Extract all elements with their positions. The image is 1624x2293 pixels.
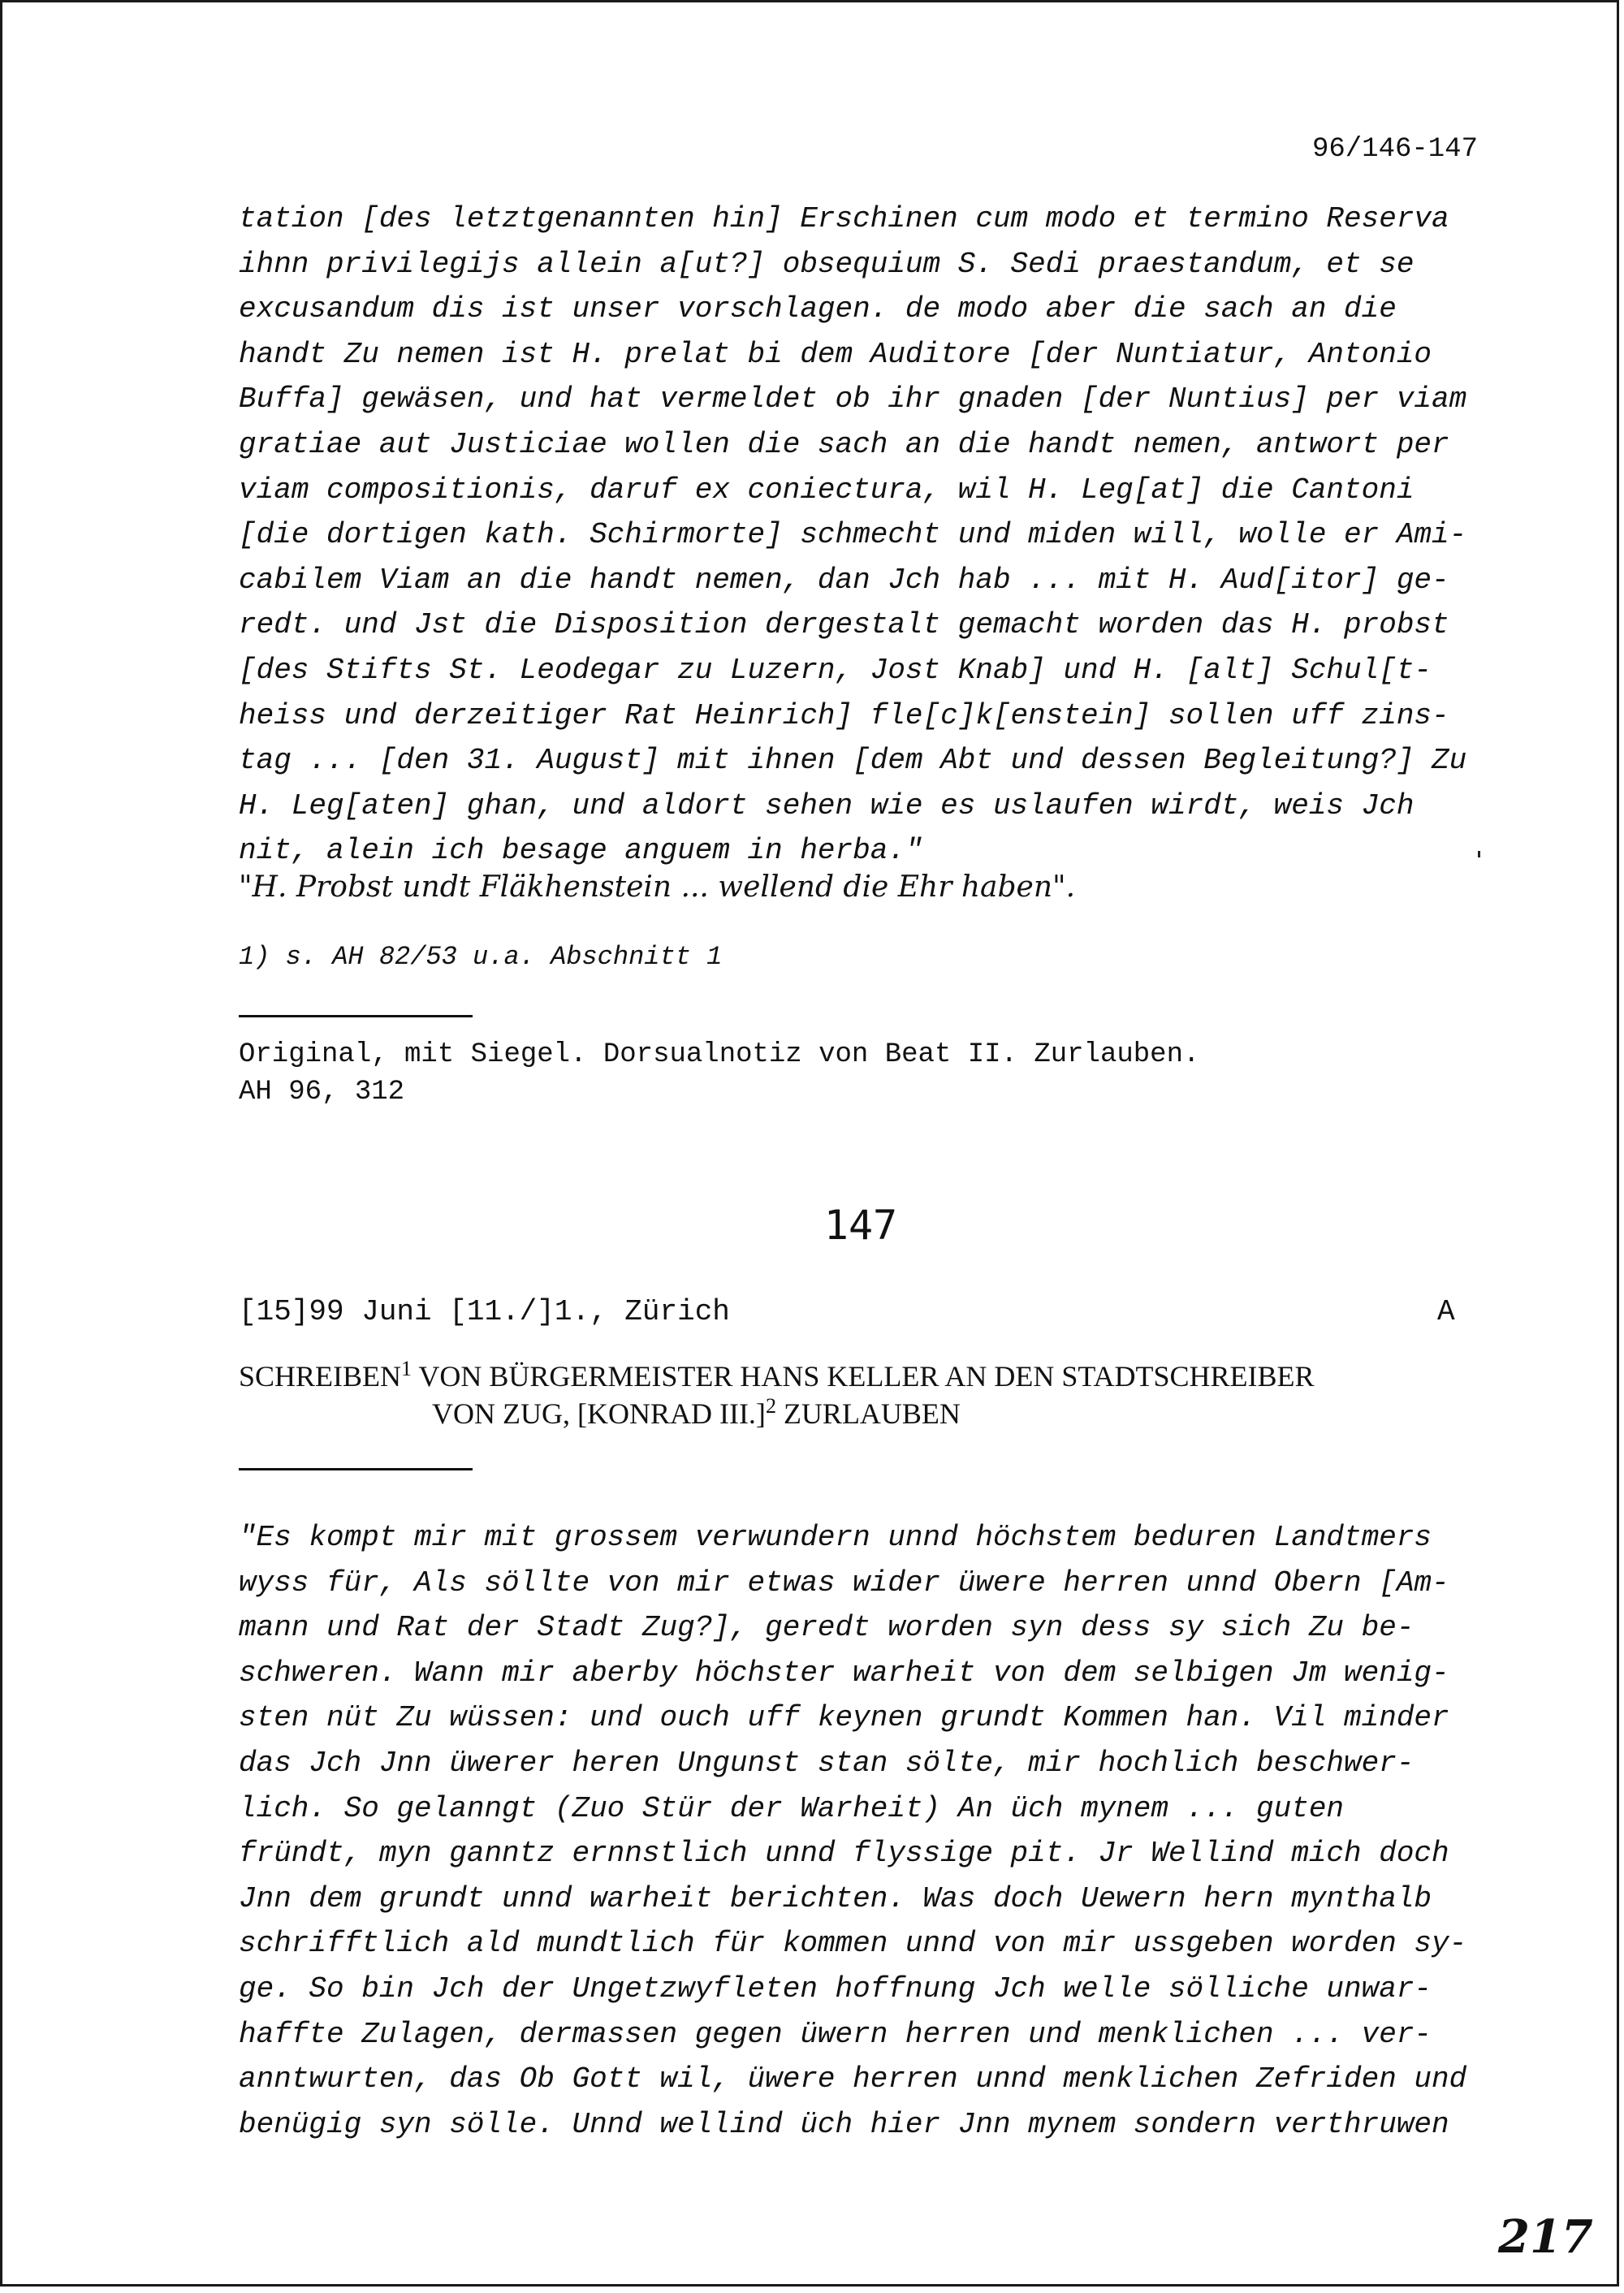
text-line: H. Leg[aten] ghan, und aldort sehen wie es uslaufen wirdt, weis Jch [239, 788, 1415, 823]
text-line: heiss und derzeitiger Rat Heinrich] fle[c]k[enstein] sollen uff zins- [239, 698, 1449, 732]
document-reference: 96/146-147 [1311, 134, 1478, 165]
source-line: Original, mit Siegel. Dorsualnotiz von Beat II. Zurlauben. [239, 1039, 1200, 1070]
text-line: redt. und Jst die Disposition dergestalt gemacht worden das H. probst [239, 608, 1449, 642]
title-text: VON ZUG, [KONRAD III.] [432, 1397, 766, 1430]
type-marker: A [1437, 1295, 1455, 1328]
text-line: tag ... [den 31. August] mit ihnen [dem Abt und dessen Begleitung?] Zu [239, 744, 1467, 778]
text-line: das Jch Jnn üwerer heren Ungunst stan sölte, mir hochlich beschwer- [239, 1746, 1415, 1780]
title-line [239, 1395, 1505, 1432]
text-line: nit, alein ich besage anguem in herba." [239, 834, 923, 868]
text-line: fründt, myn ganntz ernnstlich unnd flyssige pit. Jr Wellind mich doch [239, 1837, 1449, 1871]
text-line: viam compositionis, daruf ex coniectura, wil H. Leg[at] die Cantoni [239, 473, 1415, 507]
text-line: wyss für, Als söllte von mir etwas wider üwere herren unnd Obern [Am- [239, 1565, 1449, 1600]
text-line: benügig syn sölle. Unnd wellind üch hier Jnn mynem sondern verthruwen [239, 2107, 1449, 2141]
text-line: haffte Zulagen, dermassen gegen üwern herren und menklichen ... ver- [239, 2017, 1432, 2051]
text-line: [die dortigen kath. Schirmorte] schmecht und miden will, wolle er Ami- [239, 518, 1467, 552]
divider-rule [239, 1468, 473, 1470]
title-line [239, 1358, 1505, 1395]
text-line: Buffa] gewäsen, und hat vermeldet ob ihr gnaden [der Nuntius] per viam [239, 382, 1467, 417]
document-number: 147 [823, 1202, 898, 1249]
margin-mark [1478, 851, 1480, 857]
text-line: Jnn dem grundt unnd warheit berichten. Was doch Uewern hern mynthalb [239, 1881, 1432, 1915]
divider-rule [239, 1015, 473, 1017]
document-title [239, 1358, 1505, 1432]
text-line: cabilem Viam an die handt nemen, dan Jch hab ... mit H. Aud[itor] ge- [239, 563, 1449, 597]
footnote: 1) s. AH 82/53 u.a. Abschnitt 1 [239, 942, 723, 972]
source-note [239, 1036, 1199, 1111]
handwritten-addition: "H. Probst undt Fläkhenstein ... wellend die Ehr haben". [239, 870, 1076, 904]
footnote-ref: 2 [765, 1394, 776, 1418]
text-line: tation [des letztgenannten hin] Erschinen cum modo et termino Reserva [239, 202, 1449, 235]
text-line: [des Stifts St. Leodegar zu Luzern, Jost Knab] und H. [alt] Schul[t- [239, 653, 1432, 687]
text-line: lich. So gelanngt (Zuo Stür der Warheit) An üch mynem ... guten [239, 1791, 1345, 1825]
text-line: ihnn privilegijs allein a[ut?] obsequium S. Sedi praestandum, et se [239, 247, 1415, 281]
text-line: schrifftlich ald mundtlich für kommen unnd von mir ussgeben worden sy- [239, 1927, 1467, 1961]
footnote-ref: 1 [401, 1357, 412, 1380]
text-line: mann und Rat der Stadt Zug?], geredt worden syn dess sy sich Zu be- [239, 1611, 1415, 1645]
text-line: excusandum dis ist unser vorschlagen. de modo aber die sach an die [239, 292, 1397, 326]
text-line: sten nüt Zu wüssen: und ouch uff keynen grundt Kommen han. Vil minder [239, 1701, 1449, 1735]
text-line: ge. So bin Jch der Ungetzwyfleten hoffnung Jch welle sölliche unwar- [239, 1971, 1432, 2006]
title-text: ZURLAUBEN [775, 1397, 961, 1430]
text-line: "Es kompt mir mit grossem verwundern unnd höchstem beduren Landtmers [239, 1521, 1432, 1554]
letter-text [239, 1515, 1489, 2147]
source-line: AH 96, 312 [239, 1077, 405, 1108]
title-text: VON BÜRGERMEISTER HANS KELLER AN DEN STADTSCHREIBER [412, 1360, 1315, 1393]
date-place: [15]99 Juni [11./]1., Zürich [239, 1295, 730, 1328]
title-text: SCHREIBEN [239, 1360, 402, 1393]
text-line: gratiae aut Justiciae wollen die sach an die handt nemen, antwort per [239, 427, 1449, 461]
text-line: schweren. Wann mir aberby höchster warheit von dem selbigen Jm wenig- [239, 1656, 1449, 1690]
page-number: 217 [1498, 2210, 1593, 2264]
text-line: handt Zu nemen ist H. prelat bi dem Auditore [der Nuntiatur, Antonio [239, 337, 1432, 371]
text-line: anntwurten, das Ob Gott wil, üwere herren unnd menklichen Zefriden und [239, 2062, 1467, 2097]
previous-document-text [239, 196, 1489, 874]
